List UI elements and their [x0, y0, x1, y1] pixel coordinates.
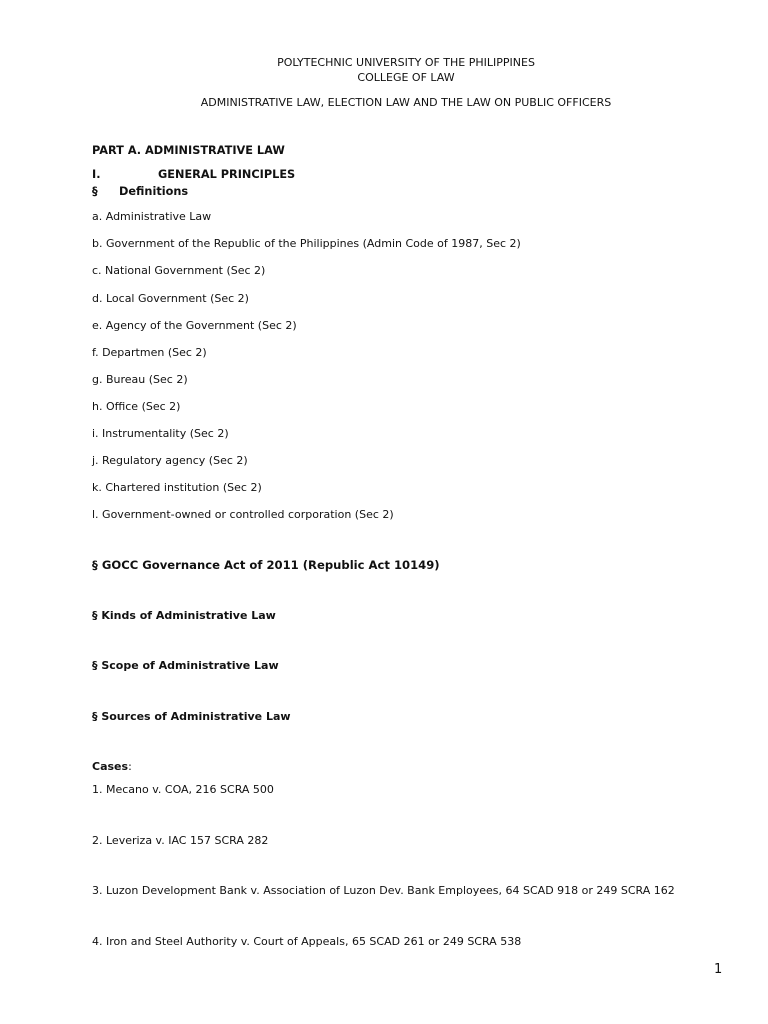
- list-item: c. National Government (Sec 2): [92, 264, 266, 277]
- list-item: b. Government of the Republic of the Philippines (Admin Code of 1987, Sec 2): [92, 237, 521, 250]
- list-item: j. Regulatory agency (Sec 2): [92, 454, 248, 467]
- section-number: I.: [92, 168, 101, 181]
- cases-heading-label: Cases: [92, 760, 129, 773]
- list-item: d. Local Government (Sec 2): [92, 292, 249, 305]
- college-name: COLLEGE OF LAW: [357, 71, 455, 84]
- list-item: g. Bureau (Sec 2): [92, 373, 188, 386]
- section-title: GENERAL PRINCIPLES: [158, 168, 296, 181]
- topic-gocc-governance-act: § GOCC Governance Act of 2011 (Republic Act 10149): [92, 558, 440, 572]
- list-item: l. Government-owned or controlled corporation (Sec 2): [92, 508, 394, 521]
- university-name: POLYTECHNIC UNIVERSITY OF THE PHILIPPINES: [277, 56, 535, 69]
- list-item: 3. Luzon Development Bank v. Association of Luzon Dev. Bank Employees, 64 SCAD 918 or 249 SCRA 162: [92, 884, 675, 897]
- list-item: e. Agency of the Government (Sec 2): [92, 319, 297, 332]
- section-symbol: §: [92, 185, 98, 198]
- definitions-title: Definitions: [119, 185, 189, 198]
- topic-sources-of-administrative-law: § Sources of Administrative Law: [92, 710, 291, 723]
- list-item: 2. Leveriza v. IAC 157 SCRA 282: [92, 834, 269, 847]
- list-item: 4. Iron and Steel Authority v. Court of Appeals, 65 SCAD 261 or 249 SCRA 538: [92, 935, 522, 948]
- part-a-heading: PART A. ADMINISTRATIVE LAW: [92, 144, 285, 157]
- list-item: k. Chartered institution (Sec 2): [92, 481, 262, 494]
- cases-heading-colon: :: [128, 760, 132, 773]
- course-title: ADMINISTRATIVE LAW, ELECTION LAW AND THE LAW ON PUBLIC OFFICERS: [200, 96, 612, 109]
- list-item: a. Administrative Law: [92, 210, 212, 223]
- list-item: f. Departmen (Sec 2): [92, 346, 207, 359]
- list-item: h. Office (Sec 2): [92, 400, 181, 413]
- cases-heading: [92, 760, 132, 773]
- list-item: 1. Mecano v. COA, 216 SCRA 500: [92, 783, 274, 796]
- topic-scope-of-administrative-law: § Scope of Administrative Law: [92, 659, 279, 672]
- list-item: i. Instrumentality (Sec 2): [92, 427, 229, 440]
- topic-kinds-of-administrative-law: § Kinds of Administrative Law: [92, 609, 276, 622]
- page-number: 1: [714, 962, 723, 977]
